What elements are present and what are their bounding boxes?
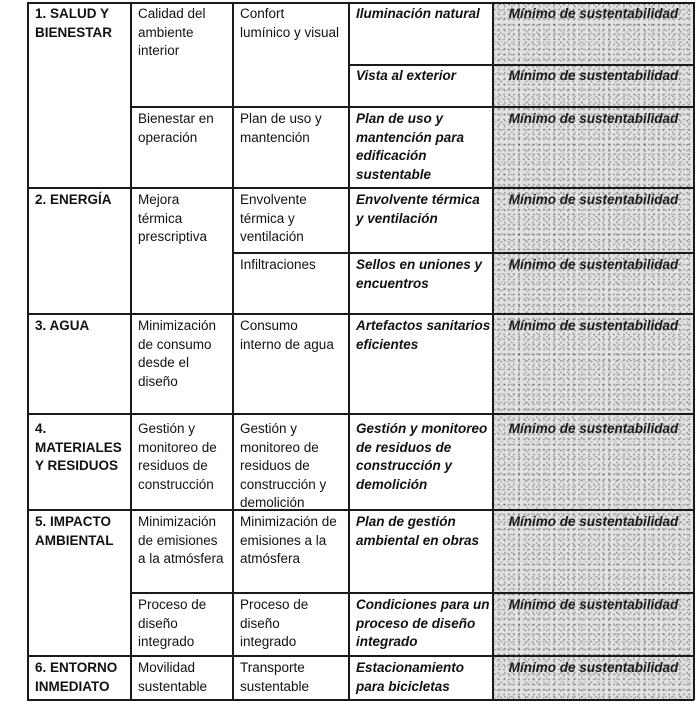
- category-cell: 3. AGUA: [35, 318, 90, 333]
- subcategory-cell: Mejora térmica prescriptiva: [138, 192, 208, 245]
- action-cell: Vista al exterior: [356, 68, 457, 83]
- item-cell: Transporte sustentable: [240, 660, 310, 694]
- category-cell: 6. ENTORNO INMEDIATO: [35, 660, 118, 694]
- category-cell: 4. MATERIALES Y RESIDUOS: [35, 421, 122, 474]
- subcategory-cell: Bienestar en operación: [138, 111, 214, 145]
- item-cell: Minimización de emisiones a la atmósfera: [240, 514, 337, 567]
- subcategory-cell: Calidad del ambiente interior: [138, 6, 206, 59]
- category-cell: 2. ENERGÍA: [35, 192, 112, 207]
- item-cell: Envolvente térmica y ventilación: [240, 192, 307, 245]
- level-cell: Mínimo de sustentabilidad: [508, 6, 679, 21]
- level-cell: Mínimo de sustentabilidad: [508, 421, 679, 436]
- level-cell: Mínimo de sustentabilidad: [508, 318, 679, 333]
- item-cell: Consumo interno de agua: [240, 318, 334, 352]
- item-cell: Plan de uso y mantención: [240, 111, 322, 145]
- subcategory-cell: Proceso de diseño integrado: [138, 597, 207, 650]
- action-cell: Estacionamiento para bicicletas: [356, 660, 465, 694]
- subcategory-cell: Minimización de emisiones a la atmósfera: [138, 514, 224, 567]
- action-cell: Iluminación natural: [356, 6, 480, 21]
- category-cell: 5. IMPACTO AMBIENTAL: [35, 514, 114, 548]
- action-cell: Artefactos sanitarios eficientes: [356, 318, 491, 352]
- level-cell: Mínimo de sustentabilidad: [508, 660, 679, 675]
- level-cell: Mínimo de sustentabilidad: [508, 514, 679, 529]
- item-cell: Confort lumínico y visual: [240, 6, 340, 40]
- action-cell: Condiciones para un proceso de diseño integrado: [356, 597, 490, 650]
- action-cell: Sellos en uniones y encuentros: [356, 257, 483, 291]
- level-cell: Mínimo de sustentabilidad: [508, 597, 679, 612]
- level-cell: Mínimo de sustentabilidad: [508, 192, 679, 207]
- category-cell: 1. SALUD Y BIENESTAR: [35, 6, 113, 40]
- level-cell: Mínimo de sustentabilidad: [508, 68, 679, 83]
- item-cell: Proceso de diseño integrado: [240, 597, 309, 650]
- subcategory-cell: Minimización de consumo desde el diseño: [138, 318, 217, 389]
- action-cell: Plan de gestión ambiental en obras: [356, 514, 480, 548]
- action-cell: Gestión y monitoreo de residuos de construcción y demolición: [356, 421, 488, 492]
- action-cell: Envolvente térmica y ventilación: [356, 192, 480, 226]
- level-cell: Mínimo de sustentabilidad: [508, 111, 679, 126]
- item-cell: Infiltraciones: [240, 257, 316, 272]
- level-cell: Mínimo de sustentabilidad: [508, 257, 679, 272]
- subcategory-cell: Movilidad sustentable: [138, 660, 208, 694]
- item-cell: Gestión y monitoreo de residuos de construcción y demolición: [240, 421, 327, 511]
- action-cell: Plan de uso y mantención para edificación sustentable: [356, 111, 465, 182]
- subcategory-cell: Gestión y monitoreo de residuos de construcción: [138, 421, 217, 492]
